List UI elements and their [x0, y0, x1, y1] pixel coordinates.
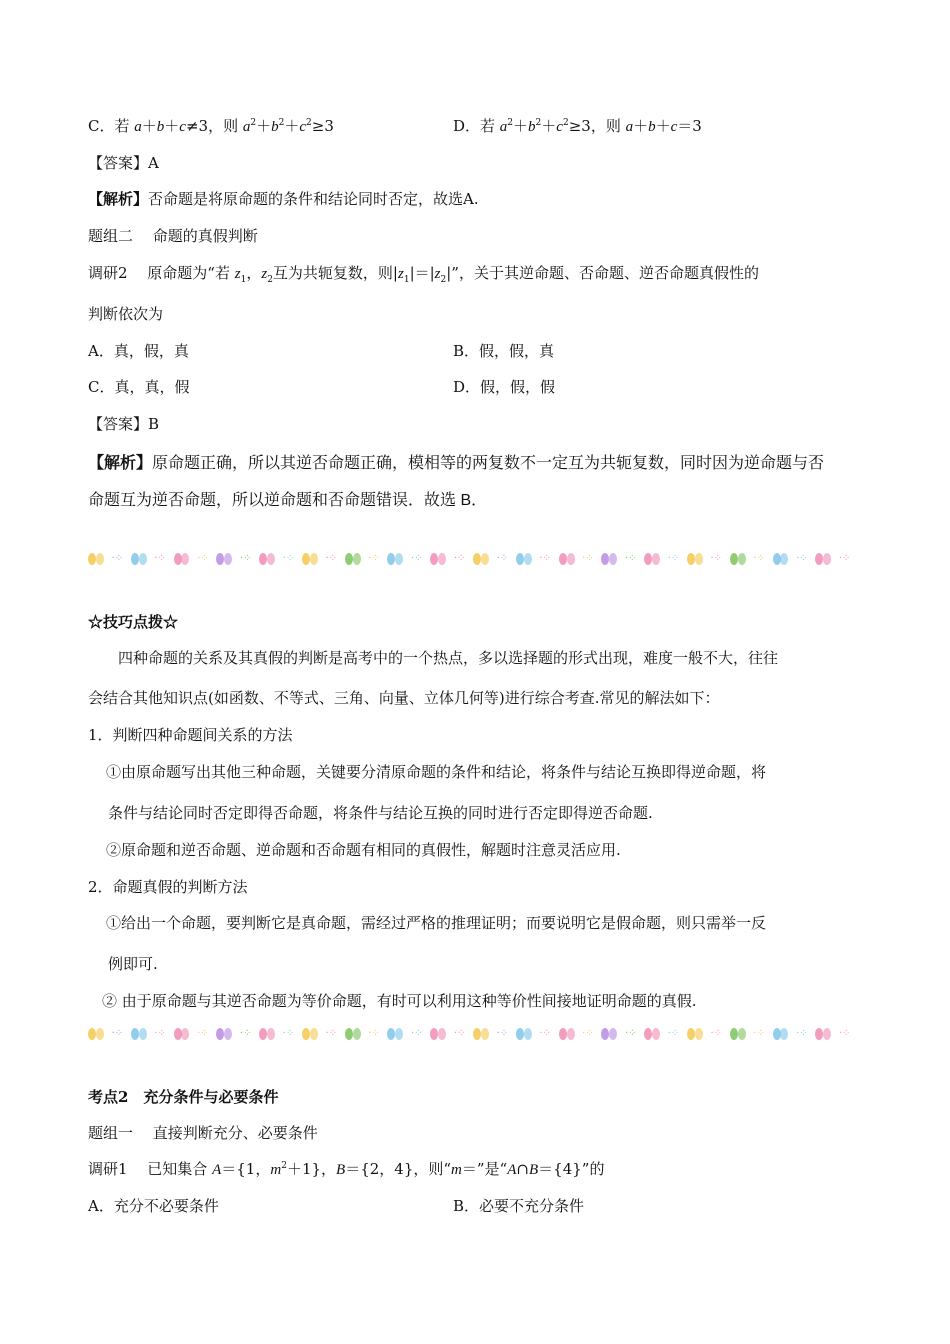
tips-item: ①由原命题写出其他三种命题，关键要分清原命题的条件和结论，将条件与结论互换即得逆命题，将 — [106, 763, 767, 781]
analysis-q2-line2: 命题互为逆否命题，所以逆命题和否命题错误．故选 B． — [88, 492, 488, 509]
dots-icon: ·⁘ — [368, 553, 380, 564]
butterfly-icon — [131, 552, 147, 566]
dots-icon: ·⁘ — [496, 1028, 509, 1039]
dots-icon: ·⁘ — [624, 1028, 637, 1039]
dots-icon: ·⁘ — [239, 1028, 252, 1039]
butterfly-icon — [430, 552, 446, 566]
butterfly-icon — [387, 552, 403, 566]
butterfly-icon — [473, 1027, 489, 1041]
answer-q1: 【答案】A — [88, 154, 159, 172]
butterfly-icon — [773, 1027, 789, 1041]
butterfly-icon — [302, 552, 318, 566]
butterfly-icon — [644, 1027, 660, 1041]
butterfly-divider — [88, 546, 858, 572]
tips-item: ② 由于原命题与其逆否命题为等价命题，有时可以利用这种等价性间接地证明命题的真假. — [102, 992, 697, 1010]
dots-icon: ·⁘ — [496, 553, 509, 564]
option-b: B．必要不充分条件 — [453, 1197, 585, 1215]
dots-icon: ·⁘ — [453, 1028, 466, 1039]
butterfly-icon — [174, 552, 190, 566]
butterfly-icon — [216, 552, 232, 566]
butterfly-icon — [601, 552, 617, 566]
dots-icon: ·⁘ — [325, 553, 338, 564]
dots-icon: ·⁘ — [796, 553, 808, 564]
dots-icon: ·⁘ — [368, 1028, 380, 1039]
butterfly-icon — [174, 1027, 190, 1041]
butterfly-icon — [516, 552, 532, 566]
butterfly-icon — [687, 1027, 703, 1041]
butterfly-icon — [644, 552, 660, 566]
dots-icon: ·⁘ — [453, 553, 466, 564]
dots-icon: ·⁘ — [411, 1028, 423, 1039]
butterfly-icon — [559, 1027, 575, 1041]
butterfly-icon — [730, 552, 746, 566]
dots-icon: ·⁘ — [710, 1028, 723, 1039]
dots-icon: ·⁘ — [197, 553, 209, 564]
butterfly-icon — [601, 1027, 617, 1041]
tips-paragraph-line2: 会结合其他知识点(如函数、不等式、三角、向量、立体几何等)进行综合考查.常见的解法如下： — [88, 689, 720, 707]
option-d: D．若 $a^2+b^2+c^2\ge 3$，则 a＋b＋c＝3 — [453, 117, 702, 135]
answer-q2: 【答案】B — [88, 415, 160, 433]
dots-icon: ·⁘ — [111, 553, 124, 564]
option-c: C．若 a＋b＋c≠3，则 $a^2+b^2+c^2\ge 3$ — [88, 117, 334, 135]
butterfly-divider — [88, 1021, 858, 1047]
dots-icon: ·⁘ — [325, 1028, 338, 1039]
butterfly-icon — [216, 1027, 232, 1041]
dots-icon: ·⁘ — [838, 553, 851, 564]
dots-icon: ·⁘ — [154, 1028, 166, 1039]
tips-title: ☆技巧点拨☆ — [88, 613, 179, 631]
tips-item-line2: 条件与结论同时否定即得否命题，将条件与结论互换的同时进行否定即得逆否命题. — [108, 804, 653, 822]
butterfly-icon — [131, 1027, 147, 1041]
dots-icon: ·⁘ — [411, 553, 423, 564]
dots-icon: ·⁘ — [111, 1028, 124, 1039]
tips-heading-1: 1．判断四种命题间关系的方法 — [88, 726, 293, 744]
butterfly-icon — [302, 1027, 318, 1041]
butterfly-icon — [259, 1027, 275, 1041]
butterfly-icon — [88, 1027, 104, 1041]
dots-icon: ·⁘ — [154, 553, 166, 564]
butterfly-icon — [815, 552, 831, 566]
dots-icon: ·⁘ — [667, 1028, 680, 1039]
tips-item-line2: 例即可. — [108, 955, 158, 973]
butterfly-icon — [88, 552, 104, 566]
butterfly-icon — [815, 1027, 831, 1041]
question-kp2: 调研1 已知集合 A＝{1，$m^2+1$}，B＝{2，4}，则“m＝”是“A∩B＝{4}”的 — [88, 1160, 605, 1178]
dots-icon: ·⁘ — [796, 1028, 808, 1039]
butterfly-icon — [559, 552, 575, 566]
dots-icon: ·⁘ — [582, 1028, 594, 1039]
question-q2: 调研2 原命题为“若 $z_1$，$z_2$互为共轭复数，则$|z_1|=|z_2|$”，关于其逆命题、否命题、逆否命题真假性的 — [88, 264, 759, 285]
dots-icon: ·⁘ — [282, 553, 295, 564]
option-a: A．充分不必要条件 — [88, 1197, 219, 1215]
dots-icon: ·⁘ — [710, 553, 723, 564]
group-title: 题组二 命题的真假判断 — [88, 227, 258, 245]
butterfly-icon — [259, 552, 275, 566]
option-d: D．假，假，假 — [453, 378, 556, 396]
tips-paragraph: 四种命题的关系及其真假的判断是高考中的一个热点，多以选择题的形式出现，难度一般不大，往往 — [118, 649, 779, 667]
dots-icon: ·⁘ — [838, 1028, 851, 1039]
dots-icon: ·⁘ — [753, 553, 765, 564]
question-q2-line2: 判断依次为 — [88, 305, 164, 323]
analysis-q2: 【解析】原命题正确，所以其逆否命题正确，模相等的两复数不一定互为共轭复数，同时因为逆命题与否 — [88, 453, 825, 472]
section-title: 考点2 充分条件与必要条件 — [88, 1088, 279, 1106]
dots-icon: ·⁘ — [624, 553, 637, 564]
butterfly-icon — [473, 552, 489, 566]
option-c: C．真，真，假 — [88, 378, 190, 396]
butterfly-icon — [345, 552, 361, 566]
dots-icon: ·⁘ — [239, 553, 252, 564]
dots-icon: ·⁘ — [282, 1028, 295, 1039]
option-a: A．真，假，真 — [88, 342, 189, 360]
group-title: 题组一 直接判断充分、必要条件 — [88, 1124, 318, 1142]
tips-item: ②原命题和逆否命题、逆命题和否命题有相同的真假性，解题时注意灵活应用. — [106, 841, 621, 859]
tips-heading-2: 2．命题真假的判断方法 — [88, 878, 248, 896]
dots-icon: ·⁘ — [539, 1028, 551, 1039]
butterfly-icon — [687, 552, 703, 566]
butterfly-icon — [345, 1027, 361, 1041]
butterfly-icon — [516, 1027, 532, 1041]
analysis-q1: 【解析】否命题是将原命题的条件和结论同时否定，故选A. — [88, 190, 479, 208]
dots-icon: ·⁘ — [667, 553, 680, 564]
dots-icon: ·⁘ — [197, 1028, 209, 1039]
tips-item: ①给出一个命题，要判断它是真命题，需经过严格的推理证明；而要说明它是假命题，则只需举一反 — [106, 914, 767, 932]
option-b: B．假，假，真 — [453, 342, 555, 360]
dots-icon: ·⁘ — [582, 553, 594, 564]
butterfly-icon — [730, 1027, 746, 1041]
dots-icon: ·⁘ — [753, 1028, 765, 1039]
dots-icon: ·⁘ — [539, 553, 551, 564]
butterfly-icon — [773, 552, 789, 566]
butterfly-icon — [387, 1027, 403, 1041]
butterfly-icon — [430, 1027, 446, 1041]
